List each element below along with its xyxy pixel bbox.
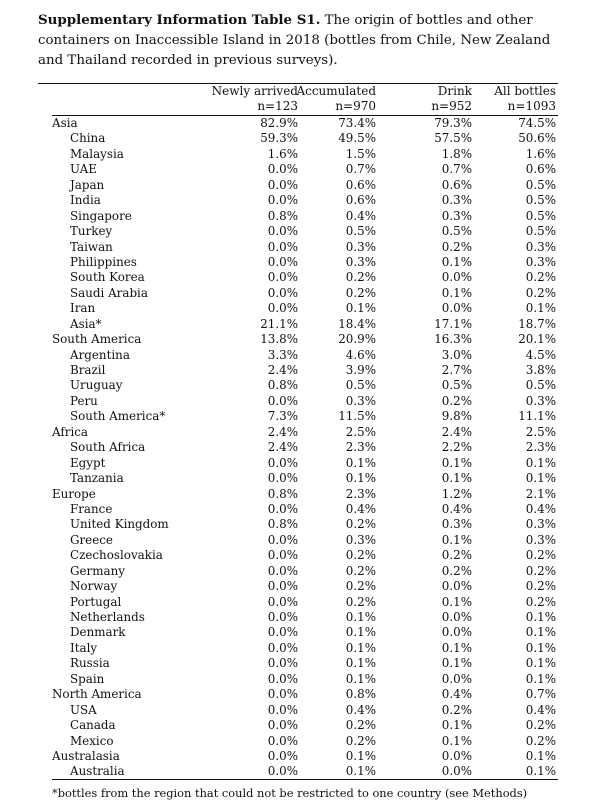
all-bottles-cell: 0.1% bbox=[525, 301, 556, 316]
row-label: India bbox=[70, 193, 101, 208]
drink-cell: 57.5% bbox=[434, 131, 472, 146]
newly-arrived-cell: 0.0% bbox=[267, 671, 298, 686]
accumulated-cell: 2.3% bbox=[345, 486, 376, 501]
drink-cell: 0.1% bbox=[441, 594, 472, 609]
accumulated-cell: 0.4% bbox=[345, 702, 376, 717]
newly-arrived-cell: 0.0% bbox=[267, 548, 298, 563]
row-label: South Africa bbox=[70, 440, 146, 455]
row-label: Germany bbox=[70, 563, 125, 578]
newly-arrived-cell: 0.0% bbox=[267, 471, 298, 486]
accumulated-cell: 0.2% bbox=[345, 563, 376, 578]
row-label: Philippines bbox=[70, 254, 137, 269]
all-bottles-cell: 0.1% bbox=[525, 640, 556, 655]
all-bottles-cell: 2.5% bbox=[525, 424, 556, 439]
table-row bbox=[52, 363, 558, 378]
row-label: UAE bbox=[70, 162, 97, 177]
accumulated-cell: 0.1% bbox=[345, 625, 376, 640]
table-row bbox=[52, 409, 558, 424]
newly-arrived-cell: 0.0% bbox=[267, 656, 298, 671]
table-header bbox=[52, 83, 558, 115]
row-label: France bbox=[70, 501, 113, 516]
drink-cell: 0.3% bbox=[441, 517, 472, 532]
accumulated-cell: 2.5% bbox=[345, 424, 376, 439]
all-bottles-cell: 0.1% bbox=[525, 610, 556, 624]
newly-arrived-cell: 0.0% bbox=[267, 270, 298, 285]
drink-cell: 0.5% bbox=[441, 378, 472, 393]
row-label: Norway bbox=[70, 579, 118, 594]
accumulated-cell: 0.5% bbox=[345, 224, 376, 239]
drink-cell: 0.1% bbox=[441, 640, 472, 655]
newly-arrived-cell: 0.8% bbox=[267, 517, 298, 532]
all-bottles-cell: 0.5% bbox=[525, 378, 556, 393]
table-row bbox=[52, 471, 558, 486]
row-label: Uruguay bbox=[70, 378, 123, 393]
newly-arrived-cell: 2.4% bbox=[267, 363, 298, 377]
accumulated-cell: 0.2% bbox=[345, 270, 376, 285]
table-row bbox=[52, 595, 558, 610]
drink-cell: 9.8% bbox=[441, 409, 472, 424]
accumulated-cell: 0.2% bbox=[345, 718, 376, 733]
row-label: Argentina bbox=[70, 347, 130, 362]
row-label: Asia bbox=[52, 116, 78, 130]
row-label: Spain bbox=[70, 671, 105, 686]
accumulated-cell: 0.5% bbox=[345, 378, 376, 393]
drink-cell: 0.6% bbox=[441, 177, 472, 192]
drink-cell: 1.2% bbox=[441, 486, 472, 501]
all-bottles-cell: 0.1% bbox=[525, 748, 556, 763]
table-row bbox=[52, 641, 558, 656]
all-bottles-cell: 0.3% bbox=[525, 532, 556, 547]
accumulated-cell: 73.4% bbox=[338, 116, 376, 130]
accumulated-cell: 0.2% bbox=[345, 579, 376, 594]
accumulated-cell: 0.3% bbox=[345, 532, 376, 547]
drink-cell: 0.1% bbox=[441, 733, 472, 748]
all-bottles-cell: 0.5% bbox=[525, 224, 556, 239]
newly-arrived-cell: 0.0% bbox=[267, 254, 298, 269]
table-row bbox=[52, 517, 558, 532]
all-bottles-cell: 0.1% bbox=[525, 625, 556, 640]
all-bottles-cell: 0.2% bbox=[525, 563, 556, 578]
table-row bbox=[52, 579, 558, 594]
drink-cell: 0.0% bbox=[441, 270, 472, 285]
newly-arrived-cell: 21.1% bbox=[260, 316, 298, 331]
row-label: South America bbox=[52, 332, 142, 347]
all-bottles-cell: 0.3% bbox=[525, 517, 556, 532]
row-label: Japan bbox=[70, 177, 105, 192]
all-bottles-cell: 2.1% bbox=[525, 486, 556, 501]
drink-cell: 0.1% bbox=[441, 455, 472, 470]
newly-arrived-cell: 0.0% bbox=[267, 177, 298, 192]
row-label: Peru bbox=[70, 393, 98, 408]
all-bottles-cell: 0.5% bbox=[525, 208, 556, 223]
accumulated-cell: 0.4% bbox=[345, 501, 376, 516]
all-bottles-cell: 0.6% bbox=[525, 162, 556, 177]
drink-cell: 16.3% bbox=[434, 332, 472, 347]
table-footnote: *bottles from the region that could not be restricted to one country (see Methods) bbox=[52, 786, 528, 800]
all-bottles-cell: 20.1% bbox=[518, 332, 556, 347]
table-row bbox=[52, 378, 558, 393]
drink-cell: 0.1% bbox=[441, 532, 472, 547]
table-row bbox=[52, 224, 558, 239]
table-row bbox=[52, 564, 558, 579]
all-bottles-cell: 4.5% bbox=[525, 347, 556, 362]
newly-arrived-cell: 1.6% bbox=[267, 146, 298, 161]
table-bottom-rule bbox=[52, 779, 558, 780]
newly-arrived-cell: 0.0% bbox=[267, 563, 298, 578]
newly-arrived-cell: 0.0% bbox=[267, 610, 298, 624]
accumulated-cell: 0.2% bbox=[345, 517, 376, 532]
table-row bbox=[52, 656, 558, 671]
column-header-newly-arrived: Newly arrived n=123 bbox=[211, 84, 298, 113]
drink-cell: 0.1% bbox=[441, 718, 472, 733]
table-row bbox=[52, 394, 558, 409]
table-row bbox=[52, 270, 558, 285]
newly-arrived-cell: 0.0% bbox=[267, 501, 298, 516]
region-row bbox=[52, 116, 558, 131]
drink-cell: 0.2% bbox=[441, 393, 472, 408]
accumulated-cell: 0.8% bbox=[345, 687, 376, 702]
row-label: Iran bbox=[70, 301, 96, 316]
accumulated-cell: 2.3% bbox=[345, 440, 376, 455]
drink-cell: 0.2% bbox=[441, 239, 472, 254]
accumulated-cell: 0.3% bbox=[345, 254, 376, 269]
all-bottles-cell: 0.1% bbox=[525, 455, 556, 470]
region-row bbox=[52, 487, 558, 502]
newly-arrived-cell: 0.0% bbox=[267, 764, 298, 779]
drink-cell: 0.3% bbox=[441, 193, 472, 208]
drink-cell: 0.0% bbox=[441, 764, 472, 779]
drink-cell: 0.0% bbox=[441, 301, 472, 316]
newly-arrived-cell: 82.9% bbox=[260, 116, 298, 130]
table-row bbox=[52, 718, 558, 733]
all-bottles-cell: 74.5% bbox=[518, 116, 556, 130]
row-label: Australia bbox=[70, 764, 125, 779]
drink-cell: 0.5% bbox=[441, 224, 472, 239]
table-row bbox=[52, 672, 558, 687]
newly-arrived-cell: 0.0% bbox=[267, 625, 298, 640]
drink-cell: 79.3% bbox=[434, 116, 472, 130]
drink-cell: 2.7% bbox=[441, 363, 472, 377]
newly-arrived-cell: 0.0% bbox=[267, 748, 298, 763]
caption-title: Supplementary Information Table S1. bbox=[38, 12, 321, 28]
drink-cell: 1.8% bbox=[441, 146, 472, 161]
drink-cell: 0.4% bbox=[441, 687, 472, 702]
row-label: Singapore bbox=[70, 208, 132, 223]
newly-arrived-cell: 0.0% bbox=[267, 285, 298, 300]
accumulated-cell: 0.1% bbox=[345, 455, 376, 470]
drink-cell: 0.1% bbox=[441, 656, 472, 671]
column-header-drink: Drink n=952 bbox=[431, 84, 472, 113]
accumulated-cell: 20.9% bbox=[338, 332, 376, 347]
accumulated-cell: 0.1% bbox=[345, 656, 376, 671]
table-row bbox=[52, 734, 558, 749]
table-row bbox=[52, 548, 558, 563]
table-row bbox=[52, 764, 558, 779]
all-bottles-cell: 0.5% bbox=[525, 177, 556, 192]
drink-cell: 0.1% bbox=[441, 254, 472, 269]
drink-cell: 0.2% bbox=[441, 702, 472, 717]
table-row bbox=[52, 625, 558, 640]
all-bottles-cell: 0.1% bbox=[525, 656, 556, 671]
newly-arrived-cell: 0.0% bbox=[267, 193, 298, 208]
row-label: Portugal bbox=[70, 594, 122, 609]
table-row bbox=[52, 348, 558, 363]
table-row bbox=[52, 286, 558, 301]
newly-arrived-cell: 0.0% bbox=[267, 393, 298, 408]
all-bottles-cell: 0.2% bbox=[525, 733, 556, 748]
accumulated-cell: 0.1% bbox=[345, 671, 376, 686]
all-bottles-cell: 1.6% bbox=[525, 146, 556, 161]
newly-arrived-cell: 0.0% bbox=[267, 733, 298, 748]
column-header-accumulated: Accumulated n=970 bbox=[296, 84, 376, 113]
accumulated-cell: 0.1% bbox=[345, 748, 376, 763]
table-row bbox=[52, 610, 558, 625]
table-caption bbox=[38, 10, 568, 71]
row-label: Turkey bbox=[70, 224, 113, 239]
row-label: Canada bbox=[70, 718, 116, 733]
all-bottles-cell: 0.2% bbox=[525, 718, 556, 733]
row-label: Taiwan bbox=[70, 239, 113, 254]
accumulated-cell: 0.6% bbox=[345, 177, 376, 192]
newly-arrived-cell: 0.0% bbox=[267, 687, 298, 702]
newly-arrived-cell: 7.3% bbox=[267, 409, 298, 424]
column-header-all-bottles: All bottles n=1093 bbox=[494, 84, 556, 113]
drink-cell: 0.2% bbox=[441, 563, 472, 578]
region-row bbox=[52, 749, 558, 764]
all-bottles-cell: 0.1% bbox=[525, 471, 556, 486]
drink-cell: 2.2% bbox=[441, 440, 472, 455]
row-label: Egypt bbox=[70, 455, 106, 470]
newly-arrived-cell: 0.8% bbox=[267, 208, 298, 223]
newly-arrived-cell: 0.0% bbox=[267, 579, 298, 594]
row-label: China bbox=[70, 131, 106, 146]
all-bottles-cell: 3.8% bbox=[525, 363, 556, 377]
accumulated-cell: 1.5% bbox=[345, 146, 376, 161]
all-bottles-cell: 18.7% bbox=[518, 316, 556, 331]
newly-arrived-cell: 0.0% bbox=[267, 640, 298, 655]
drink-cell: 0.0% bbox=[441, 610, 472, 624]
accumulated-cell: 0.2% bbox=[345, 733, 376, 748]
all-bottles-cell: 0.3% bbox=[525, 393, 556, 408]
drink-cell: 0.2% bbox=[441, 548, 472, 563]
row-label: Greece bbox=[70, 532, 113, 547]
table-row bbox=[52, 703, 558, 718]
row-label: North America bbox=[52, 687, 142, 702]
table-row bbox=[52, 440, 558, 455]
row-label: Czechoslovakia bbox=[70, 548, 163, 563]
row-label: Mexico bbox=[70, 733, 114, 748]
newly-arrived-cell: 2.4% bbox=[267, 424, 298, 439]
drink-cell: 0.0% bbox=[441, 671, 472, 686]
all-bottles-cell: 2.3% bbox=[525, 440, 556, 455]
accumulated-cell: 4.6% bbox=[345, 347, 376, 362]
newly-arrived-cell: 0.0% bbox=[267, 532, 298, 547]
drink-cell: 0.0% bbox=[441, 748, 472, 763]
region-row bbox=[52, 332, 558, 347]
accumulated-cell: 0.6% bbox=[345, 193, 376, 208]
accumulated-cell: 18.4% bbox=[338, 316, 376, 331]
table-row bbox=[52, 301, 558, 316]
newly-arrived-cell: 59.3% bbox=[260, 131, 298, 146]
all-bottles-cell: 0.2% bbox=[525, 270, 556, 285]
accumulated-cell: 0.1% bbox=[345, 610, 376, 624]
all-bottles-cell: 0.4% bbox=[525, 702, 556, 717]
table-row bbox=[52, 193, 558, 208]
accumulated-cell: 0.1% bbox=[345, 640, 376, 655]
row-label: USA bbox=[70, 702, 97, 717]
drink-cell: 17.1% bbox=[434, 316, 472, 331]
all-bottles-cell: 0.1% bbox=[525, 671, 556, 686]
accumulated-cell: 0.2% bbox=[345, 594, 376, 609]
accumulated-cell: 0.7% bbox=[345, 162, 376, 177]
table-row bbox=[52, 209, 558, 224]
row-label: Italy bbox=[70, 640, 98, 655]
table-row bbox=[52, 502, 558, 517]
accumulated-cell: 0.4% bbox=[345, 208, 376, 223]
accumulated-cell: 11.5% bbox=[338, 409, 376, 424]
row-label: Netherlands bbox=[70, 610, 145, 624]
all-bottles-cell: 11.1% bbox=[518, 409, 556, 424]
newly-arrived-cell: 0.0% bbox=[267, 162, 298, 177]
row-label: Malaysia bbox=[70, 146, 124, 161]
row-label: Denmark bbox=[70, 625, 126, 640]
accumulated-cell: 0.3% bbox=[345, 239, 376, 254]
newly-arrived-cell: 13.8% bbox=[260, 332, 298, 347]
all-bottles-cell: 0.2% bbox=[525, 594, 556, 609]
drink-cell: 0.3% bbox=[441, 208, 472, 223]
row-label: Asia* bbox=[70, 316, 102, 331]
newly-arrived-cell: 0.0% bbox=[267, 224, 298, 239]
accumulated-cell: 0.1% bbox=[345, 301, 376, 316]
region-row bbox=[52, 687, 558, 702]
drink-cell: 3.0% bbox=[441, 347, 472, 362]
table-row bbox=[52, 240, 558, 255]
all-bottles-cell: 0.2% bbox=[525, 285, 556, 300]
all-bottles-cell: 0.3% bbox=[525, 254, 556, 269]
newly-arrived-cell: 0.0% bbox=[267, 702, 298, 717]
table-row bbox=[52, 456, 558, 471]
newly-arrived-cell: 0.0% bbox=[267, 239, 298, 254]
row-label: South Korea bbox=[70, 270, 145, 285]
row-label: Brazil bbox=[70, 363, 106, 377]
newly-arrived-cell: 2.4% bbox=[267, 440, 298, 455]
all-bottles-cell: 0.5% bbox=[525, 193, 556, 208]
table-row bbox=[52, 162, 558, 177]
all-bottles-cell: 0.2% bbox=[525, 579, 556, 594]
drink-cell: 0.1% bbox=[441, 471, 472, 486]
accumulated-cell: 0.1% bbox=[345, 471, 376, 486]
newly-arrived-cell: 0.8% bbox=[267, 486, 298, 501]
drink-cell: 0.7% bbox=[441, 162, 472, 177]
table-row bbox=[52, 533, 558, 548]
all-bottles-cell: 0.7% bbox=[525, 687, 556, 702]
all-bottles-cell: 0.1% bbox=[525, 764, 556, 779]
row-label: Europe bbox=[52, 486, 96, 501]
drink-cell: 2.4% bbox=[441, 424, 472, 439]
accumulated-cell: 0.3% bbox=[345, 393, 376, 408]
accumulated-cell: 3.9% bbox=[345, 363, 376, 377]
table-body bbox=[52, 116, 558, 780]
accumulated-cell: 0.2% bbox=[345, 548, 376, 563]
newly-arrived-cell: 0.8% bbox=[267, 378, 298, 393]
row-label: Saudi Arabia bbox=[70, 285, 148, 300]
accumulated-cell: 0.1% bbox=[345, 764, 376, 779]
drink-cell: 0.4% bbox=[441, 501, 472, 516]
all-bottles-cell: 50.6% bbox=[518, 131, 556, 146]
region-row bbox=[52, 425, 558, 440]
newly-arrived-cell: 3.3% bbox=[267, 347, 298, 362]
all-bottles-cell: 0.2% bbox=[525, 548, 556, 563]
newly-arrived-cell: 0.0% bbox=[267, 718, 298, 733]
table-row bbox=[52, 131, 558, 146]
all-bottles-cell: 0.4% bbox=[525, 501, 556, 516]
table-row bbox=[52, 317, 558, 332]
drink-cell: 0.0% bbox=[441, 625, 472, 640]
table-row bbox=[52, 147, 558, 162]
accumulated-cell: 49.5% bbox=[338, 131, 376, 146]
accumulated-cell: 0.2% bbox=[345, 285, 376, 300]
row-label: United Kingdom bbox=[70, 517, 169, 532]
newly-arrived-cell: 0.0% bbox=[267, 301, 298, 316]
table-row bbox=[52, 178, 558, 193]
row-label: Australasia bbox=[52, 748, 120, 763]
row-label: Russia bbox=[70, 656, 110, 671]
table-row bbox=[52, 255, 558, 270]
row-label: Tanzania bbox=[70, 471, 124, 486]
newly-arrived-cell: 0.0% bbox=[267, 455, 298, 470]
newly-arrived-cell: 0.0% bbox=[267, 594, 298, 609]
drink-cell: 0.1% bbox=[441, 285, 472, 300]
caption-text: The origin of bottles and other containers on Inaccessible Island in 2018 (bottles from Chile, New Zealand and Thailand recorded in previous surveys). bbox=[38, 13, 551, 68]
row-label: Africa bbox=[52, 424, 89, 439]
all-bottles-cell: 0.3% bbox=[525, 239, 556, 254]
row-label: South America* bbox=[70, 409, 166, 424]
drink-cell: 0.0% bbox=[441, 579, 472, 594]
